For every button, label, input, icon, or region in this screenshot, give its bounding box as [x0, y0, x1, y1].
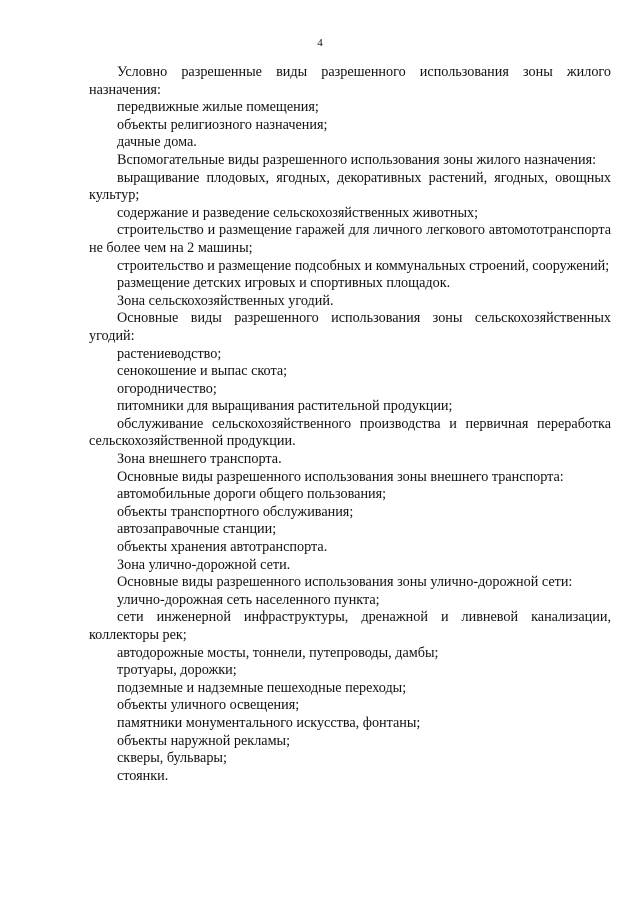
paragraph: сети инженерной инфраструктуры, дренажной и ливневой канализации, коллекторы рек;: [89, 609, 611, 643]
document-body: [89, 64, 611, 785]
paragraph: Условно разрешенные виды разрешенного использования зоны жилого назначения:: [89, 64, 611, 98]
paragraph: размещение детских игровых и спортивных площадок.: [117, 275, 451, 292]
paragraph: Зона улично-дорожной сети.: [117, 556, 291, 573]
paragraph: объекты хранения автотранспорта.: [117, 539, 328, 556]
paragraph: объекты религиозного назначения;: [117, 116, 328, 133]
paragraph: Основные виды разрешенного использования зоны сельскохозяйственных угодий:: [89, 310, 611, 344]
paragraph: Основные виды разрешенного использования зоны внешнего транспорта:: [117, 468, 564, 485]
paragraph: объекты транспортного обслуживания;: [117, 503, 354, 520]
paragraph: объекты наружной рекламы;: [117, 732, 291, 749]
paragraph: сенокошение и выпас скота;: [117, 363, 288, 380]
paragraph: подземные и надземные пешеходные переходы;: [117, 679, 407, 696]
paragraph: Зона сельскохозяйственных угодий.: [117, 292, 334, 309]
paragraph: автозаправочные станции;: [117, 521, 277, 538]
paragraph: передвижные жилые помещения;: [117, 99, 319, 116]
paragraph: стоянки.: [117, 767, 169, 784]
paragraph: Вспомогательные виды разрешенного использования зоны жилого назначения:: [117, 151, 597, 168]
paragraph: растениеводство;: [117, 345, 222, 362]
paragraph: объекты уличного освещения;: [117, 697, 300, 714]
paragraph: тротуары, дорожки;: [117, 662, 237, 679]
page-number: 4: [317, 37, 323, 49]
paragraph: автодорожные мосты, тоннели, путепроводы, дамбы;: [117, 644, 439, 661]
paragraph: дачные дома.: [117, 134, 197, 151]
paragraph: улично-дорожная сеть населенного пункта;: [117, 591, 380, 608]
paragraph: обслуживание сельскохозяйственного производства и первичная переработка сельскохозяйственной продукции.: [89, 415, 611, 450]
paragraph: выращивание плодовых, ягодных, декоративных растений, ягодных, овощных культур;: [89, 169, 611, 204]
paragraph: Основные виды разрешенного использования зоны улично-дорожной сети:: [117, 574, 573, 591]
paragraph: огородничество;: [117, 380, 217, 397]
paragraph: автомобильные дороги общего пользования;: [117, 486, 387, 503]
paragraph: Зона внешнего транспорта.: [117, 451, 282, 468]
paragraph: памятники монументального искусства, фонтаны;: [117, 714, 421, 731]
paragraph: содержание и разведение сельскохозяйственных животных;: [117, 204, 479, 221]
paragraph: строительство и размещение гаражей для личного легкового автомототранспорта не более чем на 2 машины;: [89, 222, 611, 256]
paragraph: строительство и размещение подсобных и коммунальных строений, сооружений;: [117, 257, 610, 274]
paragraph: скверы, бульвары;: [117, 750, 227, 767]
paragraph: питомники для выращивания растительной продукции;: [117, 398, 453, 415]
